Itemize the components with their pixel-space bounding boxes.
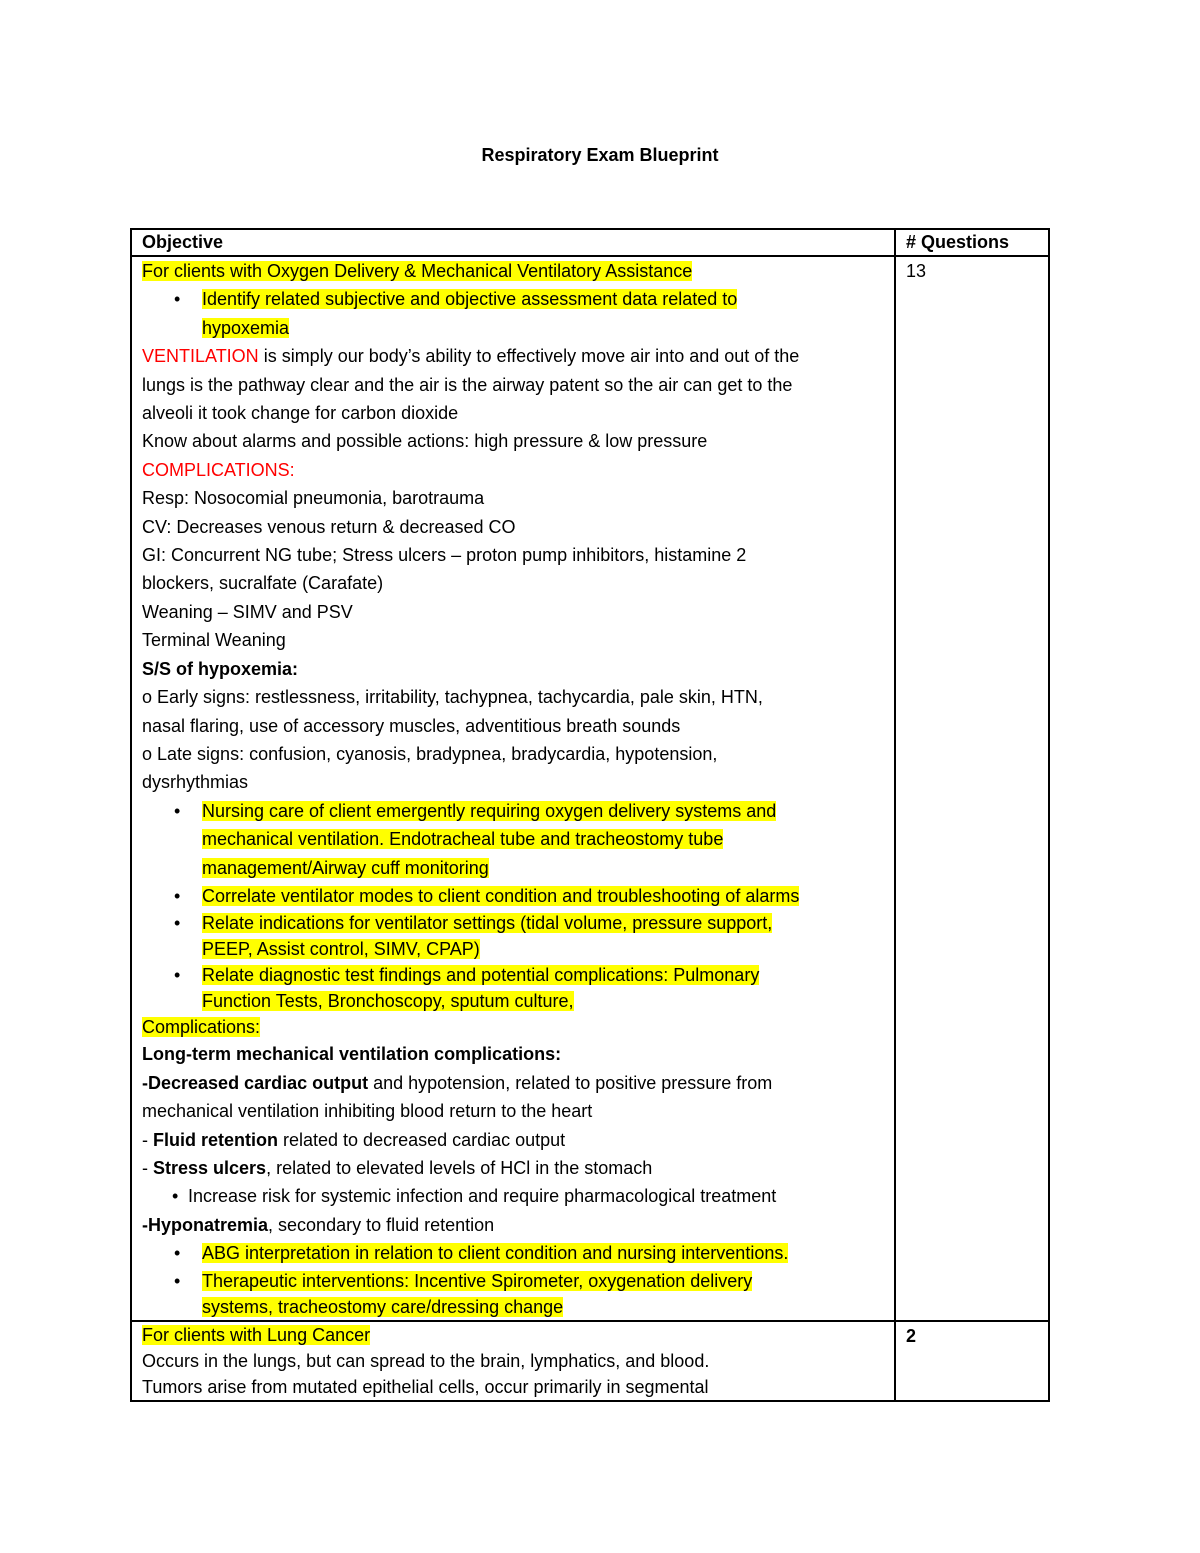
bullet-icon: • bbox=[174, 965, 181, 986]
text-line: S/S of hypoxemia: bbox=[142, 658, 299, 679]
text-line: Terminal Weaning bbox=[142, 630, 286, 651]
sub-bullet-item: • Increase risk for systemic infection and require pharmacological treatment bbox=[142, 1182, 884, 1210]
document-title: Respiratory Exam Blueprint bbox=[481, 145, 719, 165]
bullet-icon: • bbox=[174, 1270, 181, 1291]
bullet-icon: • bbox=[174, 800, 181, 821]
text-line: dysrhythmias bbox=[142, 772, 249, 793]
header-objective: Objective bbox=[131, 229, 895, 256]
text-line: CV: Decreases venous return & decreased CO bbox=[142, 516, 516, 537]
text-line: - Fluid retention related to decreased cardiac output bbox=[142, 1129, 566, 1150]
bullet-item: • Identify related subjective and objective assessment data related to hypoxemia bbox=[142, 285, 884, 342]
text-line: o Late signs: confusion, cyanosis, bradypnea, bradycardia, hypotension, bbox=[142, 743, 718, 764]
text-line: Resp: Nosocomial pneumonia, barotrauma bbox=[142, 488, 485, 509]
table-header-row bbox=[131, 229, 1049, 256]
objective-cell bbox=[131, 1321, 895, 1401]
text-line: Complications: bbox=[142, 1017, 261, 1038]
bullet-item: • Relate indications for ventilator settings (tidal volume, pressure support, PEEP, Assist control, SIMV, CPAP) bbox=[142, 910, 884, 962]
text-line: Weaning – SIMV and PSV bbox=[142, 601, 353, 622]
table-row bbox=[131, 256, 1049, 1321]
text-line: lungs is the pathway clear and the air is the airway patent so the air can get to the bbox=[142, 374, 793, 395]
bullet-icon: • bbox=[174, 885, 181, 906]
bullet-item: • Correlate ventilator modes to client condition and troubleshooting of alarms bbox=[142, 882, 884, 910]
bullet-icon: • bbox=[174, 913, 181, 934]
bullet-item: • ABG interpretation in relation to client condition and nursing interventions. bbox=[142, 1239, 884, 1267]
bullet-icon: • bbox=[172, 1186, 179, 1207]
text-line: -Hyponatremia, secondary to fluid retention bbox=[142, 1214, 495, 1235]
bullet-item: • Therapeutic interventions: Incentive Spirometer, oxygenation delivery systems, tracheostomy care/dressing change bbox=[142, 1268, 884, 1320]
questions-cell: 2 bbox=[895, 1321, 1049, 1401]
questions-cell: 13 bbox=[895, 256, 1049, 1321]
text-line: alveoli it took change for carbon dioxide bbox=[142, 403, 459, 424]
text-line: o Early signs: restlessness, irritability, tachypnea, tachycardia, pale skin, HTN, bbox=[142, 687, 763, 708]
header-questions: # Questions bbox=[895, 229, 1049, 256]
text-line: Tumors arise from mutated epithelial cells, occur primarily in segmental bbox=[142, 1376, 709, 1397]
text-line: nasal flaring, use of accessory muscles, adventitious breath sounds bbox=[142, 715, 681, 736]
text-line: -Decreased cardiac output and hypotension, related to positive pressure from bbox=[142, 1072, 773, 1093]
text-line: VENTILATION is simply our body’s ability to effectively move air into and out of the bbox=[142, 346, 800, 367]
text-line: Know about alarms and possible actions: high pressure & low pressure bbox=[142, 431, 708, 452]
bullet-item: • Nursing care of client emergently requiring oxygen delivery systems and mechanical ventilation. Endotracheal tube and tracheostomy tube management/Airway cuff monitoring bbox=[142, 797, 884, 882]
text-line: Occurs in the lungs, but can spread to the brain, lymphatics, and blood. bbox=[142, 1350, 710, 1371]
bullet-item: • Relate diagnostic test findings and potential complications: Pulmonary Function Tests, Bronchoscopy, sputum culture, bbox=[142, 962, 884, 1014]
text-line: COMPLICATIONS: bbox=[142, 459, 295, 480]
objective-heading-line: For clients with Oxygen Delivery & Mechanical Ventilatory Assistance bbox=[142, 261, 693, 281]
text-line: blockers, sucralfate (Carafate) bbox=[142, 573, 384, 594]
objective-heading-line: For clients with Lung Cancer bbox=[142, 1324, 371, 1345]
blueprint-table bbox=[130, 228, 1050, 1402]
text-line: mechanical ventilation inhibiting blood return to the heart bbox=[142, 1101, 593, 1122]
objective-cell bbox=[131, 256, 895, 1321]
text-line: GI: Concurrent NG tube; Stress ulcers – proton pump inhibitors, histamine 2 bbox=[142, 545, 747, 566]
text-line: Long-term mechanical ventilation complications: bbox=[142, 1044, 562, 1065]
table-row bbox=[131, 1321, 1049, 1401]
bullet-icon: • bbox=[174, 1243, 181, 1264]
bullet-icon: • bbox=[174, 289, 181, 310]
text-line: - Stress ulcers, related to elevated levels of HCl in the stomach bbox=[142, 1157, 653, 1178]
